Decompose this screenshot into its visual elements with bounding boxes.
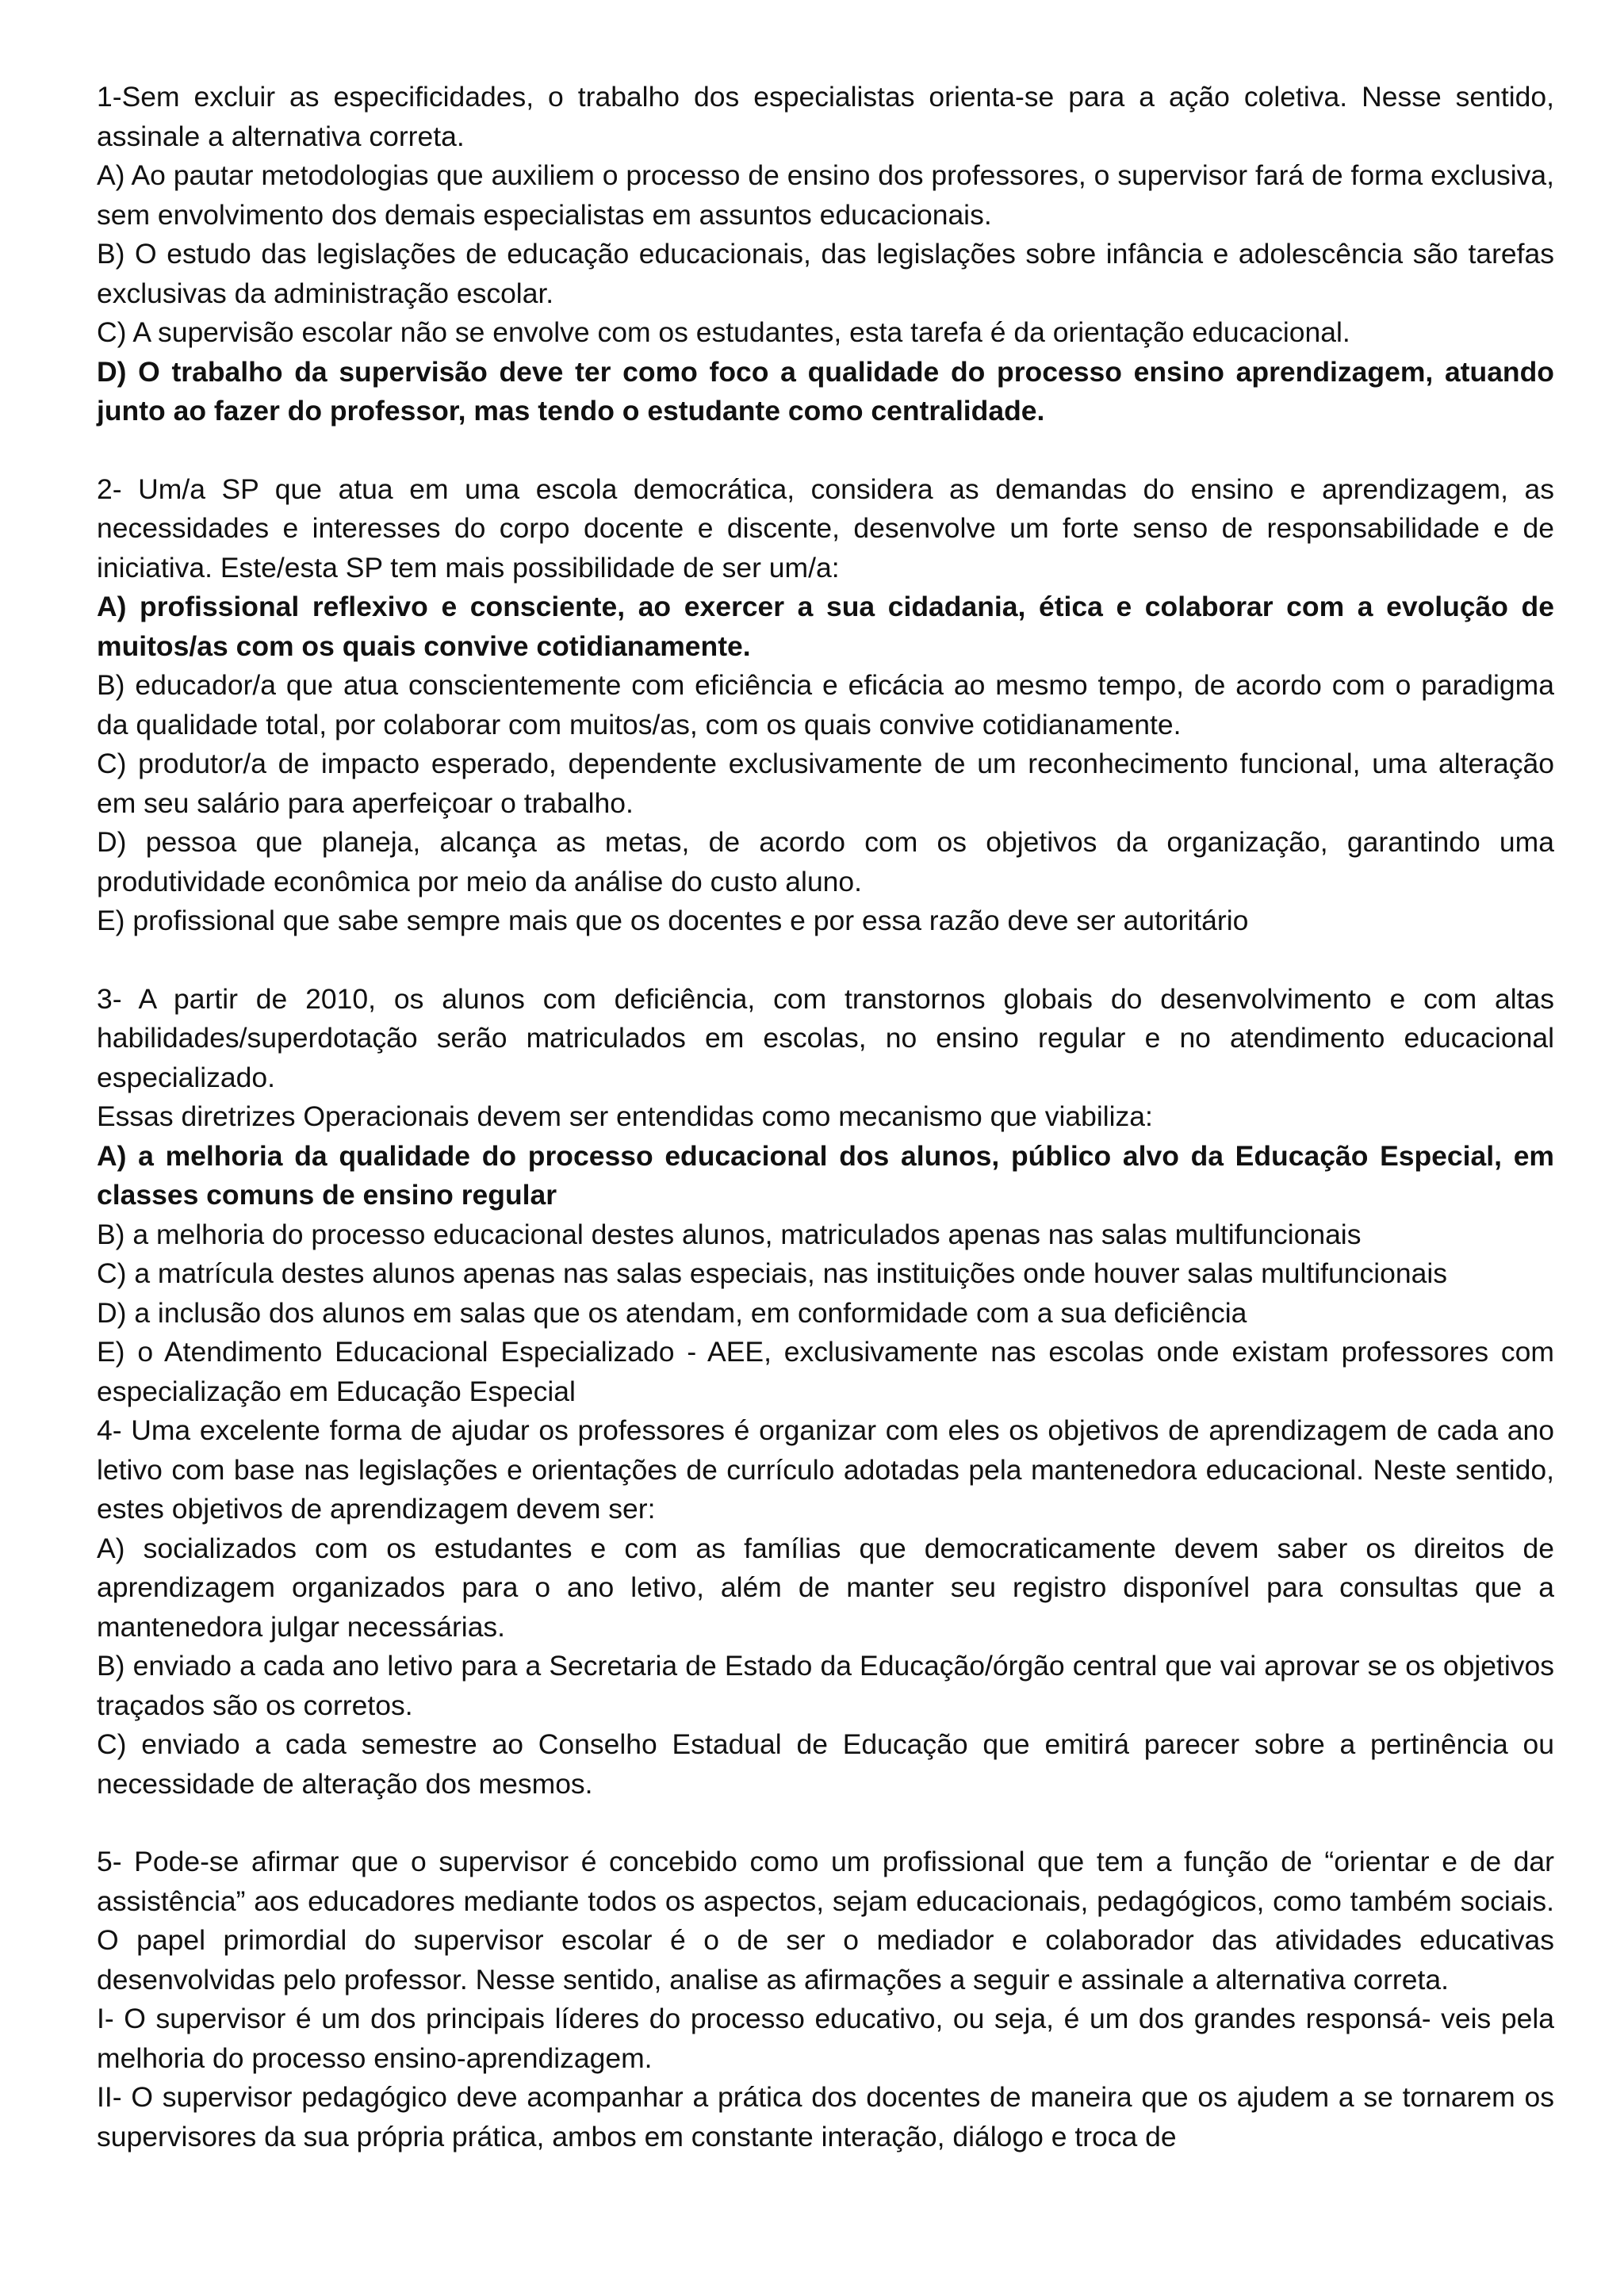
- question-4-option-b: B) enviado a cada ano letivo para a Secretaria de Estado da Educação/órgão central que vai aprovar se os objetivos traçados são os corretos.: [97, 1650, 1554, 1721]
- document-page: [97, 78, 1554, 2156]
- question-3-option-b: B) a melhoria do processo educacional destes alunos, matriculados apenas nas salas multifuncionais: [97, 1218, 1362, 1250]
- question-5-stem: 5- Pode-se afirmar que o supervisor é concebido como um profissional que tem a função de “orientar e de dar assistência” aos educadores mediante todos os aspectos, sejam educacionais, pedagógicos, como também sociais. O papel primordial do supervisor escolar é o de ser o mediador e colaborador das atividades educativas desenvolvidas pelo professor. Nesse sentido, analise as afirmações a seguir e assinale a alternativa correta.: [97, 1846, 1554, 1996]
- question-2-stem: 2- Um/a SP que atua em uma escola democrática, considera as demandas do ensino e aprendizagem, as necessidades e interesses do corpo docente e discente, desenvolve um forte senso de responsabilidade e de iniciativa. Este/esta SP tem mais possibilidade de ser um/a:: [97, 473, 1554, 584]
- question-3-option-c: C) a matrícula destes alunos apenas nas salas especiais, nas instituições onde houver salas multifuncionais: [97, 1257, 1447, 1289]
- question-3-option-a-correct: A) a melhoria da qualidade do processo educacional dos alunos, público alvo da Educação Especial, em classes comuns de ensino regular: [97, 1139, 1554, 1211]
- question-3: [97, 980, 1554, 1412]
- question-1-option-c: C) A supervisão escolar não se envolve com os estudantes, esta tarefa é da orientação educacional.: [97, 316, 1350, 348]
- question-2-option-c: C) produtor/a de impacto esperado, dependente exclusivamente de um reconhecimento funcional, uma alteração em seu salário para aperfeiçoar o trabalho.: [97, 748, 1554, 819]
- question-4-stem: 4- Uma excelente forma de ajudar os professores é organizar com eles os objetivos de aprendizagem de cada ano letivo com base nas legislações e orientações de currículo adotadas pela mantenedora educacional. Neste sentido, estes objetivos de aprendizagem devem ser:: [97, 1414, 1554, 1525]
- question-1-stem: 1-Sem excluir as especificidades, o trabalho dos especialistas orienta-se para a ação coletiva. Nesse sentido, assinale a alternativa correta.: [97, 81, 1554, 152]
- question-3-option-e: E) o Atendimento Educacional Especializado - AEE, exclusivamente nas escolas onde existam professores com especialização em Educação Especial: [97, 1336, 1554, 1407]
- question-1-option-a: A) Ao pautar metodologias que auxiliem o processo de ensino dos professores, o supervisor fará de forma exclusiva, sem envolvimento dos demais especialistas em assuntos educacionais.: [97, 159, 1554, 231]
- question-4-option-a: A) socializados com os estudantes e com as famílias que democraticamente devem saber os direitos de aprendizagem organizados para o ano letivo, além de manter seu registro disponível para consultas que a mantenedora julgar necessárias.: [97, 1532, 1554, 1643]
- question-2: [97, 470, 1554, 941]
- question-5: [97, 1843, 1554, 2156]
- question-4: [97, 1411, 1554, 1804]
- question-3-option-d: D) a inclusão dos alunos em salas que os atendam, em conformidade com a sua deficiência: [97, 1296, 1247, 1329]
- question-1: [97, 78, 1554, 431]
- question-2-option-b: B) educador/a que atua conscientemente com eficiência e eficácia ao mesmo tempo, de acordo com o paradigma da qualidade total, por colaborar com muitos/as, com os quais convive cotidianamente.: [97, 669, 1554, 740]
- question-2-option-d: D) pessoa que planeja, alcança as metas, de acordo com os objetivos da organização, garantindo uma produtividade econômica por meio da análise do custo aluno.: [97, 826, 1554, 897]
- question-3-stem: 3- A partir de 2010, os alunos com deficiência, com transtornos globais do desenvolvimento e com altas habilidades/superdotação serão matriculados em escolas, no ensino regular e no atendimento educacional especializado.: [97, 982, 1554, 1093]
- question-4-option-c: C) enviado a cada semestre ao Conselho Estadual de Educação que emitirá parecer sobre a pertinência ou necessidade de alteração dos mesmos.: [97, 1728, 1554, 1800]
- question-2-option-a-correct: A) profissional reflexivo e consciente, ao exercer a sua cidadania, ética e colaborar com a evolução de muitos/as com os quais convive cotidianamente.: [97, 591, 1554, 662]
- question-3-stem-continued: Essas diretrizes Operacionais devem ser entendidas como mecanismo que viabiliza:: [97, 1100, 1153, 1132]
- question-2-option-e: E) profissional que sabe sempre mais que os docentes e por essa razão deve ser autoritário: [97, 905, 1249, 936]
- question-1-option-d-correct: D) O trabalho da supervisão deve ter como foco a qualidade do processo ensino aprendizagem, atuando junto ao fazer do professor, mas tendo o estudante como centralidade.: [97, 355, 1554, 427]
- question-5-statement-i: I- O supervisor é um dos principais líderes do processo educativo, ou seja, é um dos grandes responsá- veis pela melhoria do processo ensino-aprendizagem.: [97, 2003, 1554, 2074]
- question-5-statement-ii: II- O supervisor pedagógico deve acompanhar a prática dos docentes de maneira que os ajudem a se tornarem os supervisores da sua própria prática, ambos em constante interação, diálogo e troca de: [97, 2081, 1554, 2152]
- question-1-option-b: B) O estudo das legislações de educação educacionais, das legislações sobre infância e adolescência são tarefas exclusivas da administração escolar.: [97, 238, 1554, 309]
